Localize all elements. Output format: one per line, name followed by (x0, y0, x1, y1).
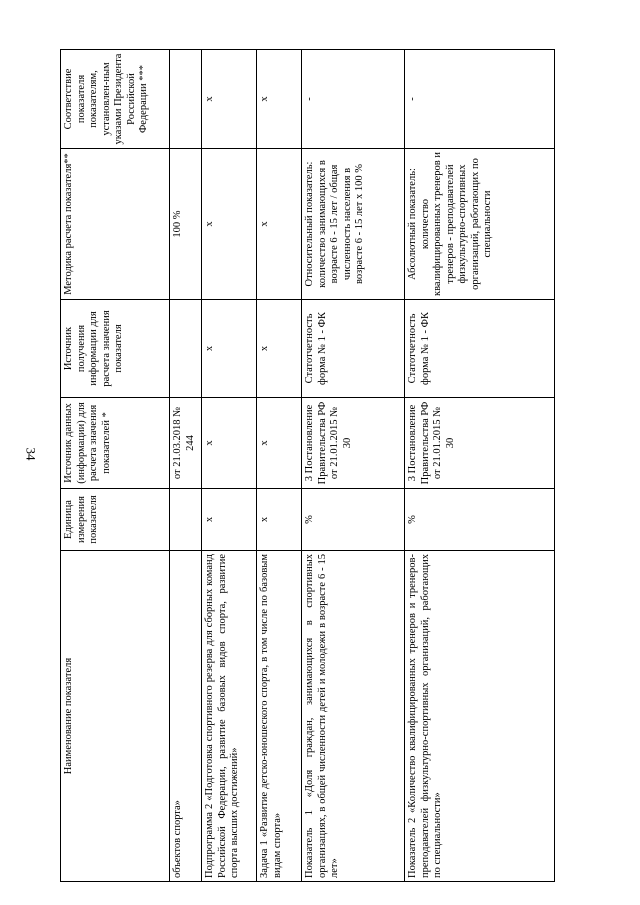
cell-info-source (170, 300, 202, 398)
header-unit: Единица измерения показателя (61, 489, 170, 551)
table-header-row (61, 50, 170, 882)
cell-info-source: х (202, 300, 257, 398)
cell-compliance: х (257, 50, 302, 149)
cell-data-source: от 21.03.2018 № 244 (170, 398, 202, 489)
cell-unit: % (405, 489, 555, 551)
table-row (257, 50, 302, 882)
cell-indicator-name: Показатель 1 «Доля граждан, занимающихся в спортивных организациях, в общей численности детей и молодежи в возрасте 6 - 15 лет» (302, 551, 405, 882)
page-number: 34 (23, 447, 39, 461)
indicators-table (60, 49, 555, 882)
cell-data-source: х (257, 398, 302, 489)
cell-method: 100 % (170, 149, 202, 300)
cell-compliance (170, 50, 202, 149)
cell-indicator-name: Подпрограмма 2 «Подготовка спортивного резерва для сборных команд Российской Федерации, развитие базовых видов спорта, развитие спорта высших достижений» (202, 551, 257, 882)
header-method: Методика расчета показателя** (61, 149, 170, 300)
cell-indicator-name: объектов спорта» (170, 551, 202, 882)
cell-indicator-name: Показатель 2 «Количество квалифицированных тренеров и тренеров-преподавателей физкультурно-спортивных организаций, работающих по специальности» (405, 551, 555, 882)
cell-info-source: х (257, 300, 302, 398)
cell-method: Абсолютный показатель: количество квалифицированных тренеров и тренеров - преподавателей физкультурно-спортивных организаций, работающих по специальности (405, 149, 555, 300)
cell-method: х (202, 149, 257, 300)
cell-compliance: - (405, 50, 555, 149)
table-row (405, 50, 555, 882)
cell-info-source: Статотчетность форма № 1 - ФК (302, 300, 405, 398)
cell-data-source: х (202, 398, 257, 489)
table-row (302, 50, 405, 882)
cell-method: х (257, 149, 302, 300)
cell-unit: х (202, 489, 257, 551)
cell-compliance: - (302, 50, 405, 149)
cell-compliance: х (202, 50, 257, 149)
cell-indicator-name: Задача 1 «Развитие детско-юношеского спорта, в том числе по базовым видам спорта» (257, 551, 302, 882)
table-row (170, 50, 202, 882)
cell-unit (170, 489, 202, 551)
table-row (202, 50, 257, 882)
header-indicator-name: Наименование показателя (61, 551, 170, 882)
header-compliance: Соответствие показателя показателям, установлен-ным указами Президента Российской Федерации *** (61, 50, 170, 149)
cell-unit: % (302, 489, 405, 551)
indicators-table-wrapper (60, 50, 554, 882)
cell-data-source: 3 Постановление Правительства РФ от 21.01.2015 № 30 (302, 398, 405, 489)
cell-data-source: 3 Постановление Правительства РФ от 21.01.2015 № 30 (405, 398, 555, 489)
header-data-source: Источник данных (информации) для расчета значения показателей * (61, 398, 170, 489)
cell-info-source: Статотчетность форма № 1 - ФК (405, 300, 555, 398)
cell-method: Относительный показатель: количество занимающихся в возрасте 6 - 15 лет / общая численность населения в возрасте 6 - 15 лет х 100 % (302, 149, 405, 300)
cell-unit: х (257, 489, 302, 551)
header-info-source: Источник получения информации для расчета значения показателя (61, 300, 170, 398)
